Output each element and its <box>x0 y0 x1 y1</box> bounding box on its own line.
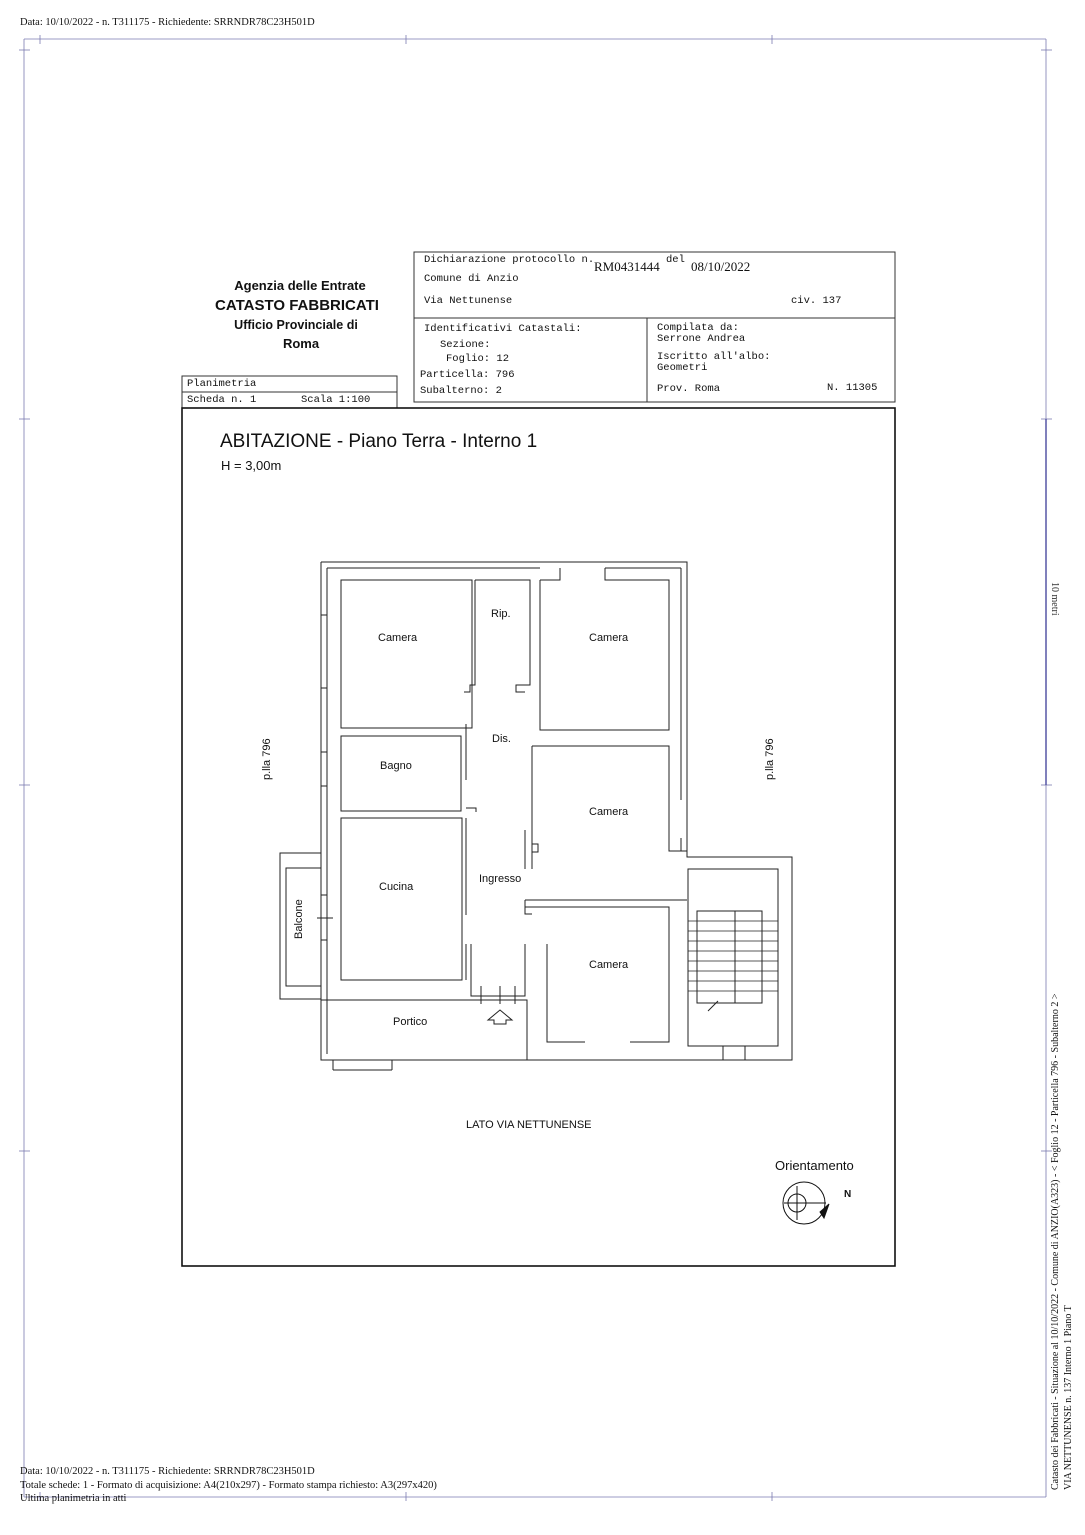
plan-height: H = 3,00m <box>221 458 282 473</box>
del-label: del <box>666 254 685 266</box>
room-cucina: Cucina <box>379 881 414 893</box>
room-camera-bottom-right: Camera <box>589 959 629 971</box>
room-bagno: Bagno <box>380 760 412 772</box>
civic-number: civ. 137 <box>791 295 842 307</box>
agency-office: Ufficio Provinciale di <box>234 318 358 332</box>
albo: Geometri <box>657 362 708 374</box>
registration-number: N. 11305 <box>827 382 878 394</box>
room-ingresso: Ingresso <box>479 873 522 885</box>
header-info: Data: 10/10/2022 - n. T311175 - Richiedente: SRRNDR78C23H501D <box>20 17 315 28</box>
identifiers-title: Identificativi Catastali: <box>424 323 582 335</box>
north-label: N <box>844 1189 852 1200</box>
room-portico: Portico <box>393 1016 428 1028</box>
room-ripostiglio: Rip. <box>491 608 511 620</box>
address: Via Nettunense <box>424 295 513 307</box>
room-camera-top-right: Camera <box>589 632 629 644</box>
room-disimpegno: Dis. <box>492 733 511 745</box>
plan-title: ABITAZIONE - Piano Terra - Interno 1 <box>220 431 538 452</box>
side-note-line2: VIA NETTUNENSE n. 137 Interno 1 Piano T <box>1063 1305 1074 1490</box>
orientation-label: Orientamento <box>775 1158 854 1173</box>
sheet-number: Scheda n. 1 <box>187 394 257 406</box>
side-note-line1: Catasto dei Fabbricati - Situazione al 10/10/2022 - Comune di ANZIO(A323) - < Foglio 12 - Particella 796 - Subalterno 2 > <box>1050 993 1061 1490</box>
comune: Comune di Anzio <box>424 273 519 285</box>
albo-label: Iscritto all'albo: <box>657 351 771 363</box>
particella: Particella: 796 <box>420 369 515 381</box>
agency-city: Roma <box>282 336 320 351</box>
foglio: Foglio: 12 <box>446 353 510 365</box>
side-label-left: p.lla 796 <box>261 738 273 780</box>
sheet-type: Planimetria <box>187 378 257 390</box>
room-balcone: Balcone <box>293 899 305 939</box>
side-label-right: p.lla 796 <box>764 738 776 780</box>
agency-catasto: CATASTO FABBRICATI <box>215 297 379 314</box>
sheet-scale: Scala 1:100 <box>301 394 371 406</box>
scale-bar-label: 10 metri <box>1049 582 1060 616</box>
agency-name: Agenzia delle Entrate <box>234 278 366 293</box>
compiler-label: Compilata da: <box>657 322 739 334</box>
footer-line3: Ultima planimetria in atti <box>20 1493 127 1504</box>
sezione: Sezione: <box>440 339 491 351</box>
subalterno: Subalterno: 2 <box>420 385 502 397</box>
compiler-name: Serrone Andrea <box>657 333 746 345</box>
room-camera-mid-right: Camera <box>589 806 629 818</box>
province: Prov. Roma <box>657 383 721 395</box>
room-camera-top-left: Camera <box>378 632 418 644</box>
street-label: LATO VIA NETTUNENSE <box>466 1119 592 1131</box>
declaration-date: 08/10/2022 <box>691 259 751 274</box>
declaration-label: Dichiarazione protocollo n. <box>424 254 595 266</box>
footer-line1: Data: 10/10/2022 - n. T311175 - Richiedente: SRRNDR78C23H501D <box>20 1466 315 1477</box>
protocol-number: RM0431444 <box>594 259 660 274</box>
footer-line2: Totale schede: 1 - Formato di acquisizione: A4(210x297) - Formato stampa richiesto: A3(297x420) <box>20 1480 437 1491</box>
